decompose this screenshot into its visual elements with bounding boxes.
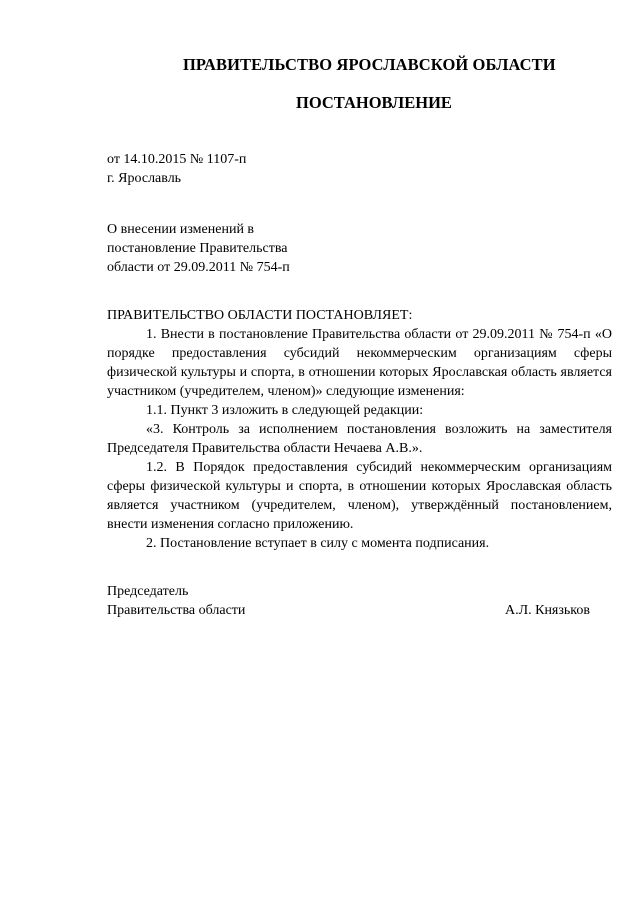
document-meta: [107, 150, 427, 188]
signatory-name: А.Л. Князьков: [505, 603, 590, 618]
signature-block: [107, 582, 590, 620]
document-body: [107, 306, 612, 553]
date-number: от 14.10.2015 № 1107-п: [107, 152, 247, 167]
preamble: ПРАВИТЕЛЬСТВО ОБЛАСТИ ПОСТАНОВЛЯЕТ:: [107, 308, 413, 323]
subject-line: О внесении изменений в: [107, 222, 255, 237]
organization-heading: ПРАВИТЕЛЬСТВО ЯРОСЛАВСКОЙ ОБЛАСТИ: [183, 55, 556, 74]
paragraph-1: 1. Внести в постановление Правительства области от 29.09.2011 № 754-п «О порядке предоставления субсидий некоммерческим организациям сферы физической культуры и спорта, в отношении которых Ярославская область является участником (учредителем, членом)» следующие изменения:: [107, 327, 612, 399]
paragraph-1-2: 1.2. В Порядок предоставления субсидий некоммерческим организациям сферы физической культуры и спорта, в отношении которых Ярославская область является участником (учредителем, членом), утверждённый постановлением, внести изменения согласно приложению.: [107, 460, 612, 532]
paragraph-1-1-quote: «3. Контроль за исполнением постановления возложить на заместителя Председателя Правительства области Нечаева А.В.».: [107, 422, 612, 456]
document-type-heading: ПОСТАНОВЛЕНИЕ: [296, 93, 452, 112]
subject-line: области от 29.09.2011 № 754-п: [107, 260, 290, 275]
city: г. Ярославль: [107, 171, 182, 186]
document-subject: [107, 220, 347, 277]
subject-line: постановление Правительства: [107, 241, 288, 256]
signatory-title: Председатель: [107, 584, 189, 599]
signature-row: [107, 601, 590, 620]
paragraph-1-1: 1.1. Пункт 3 изложить в следующей редакции:: [146, 403, 424, 418]
signatory-title-cont: Правительства области: [107, 603, 246, 618]
paragraph-2: 2. Постановление вступает в силу с момента подписания.: [146, 536, 490, 551]
